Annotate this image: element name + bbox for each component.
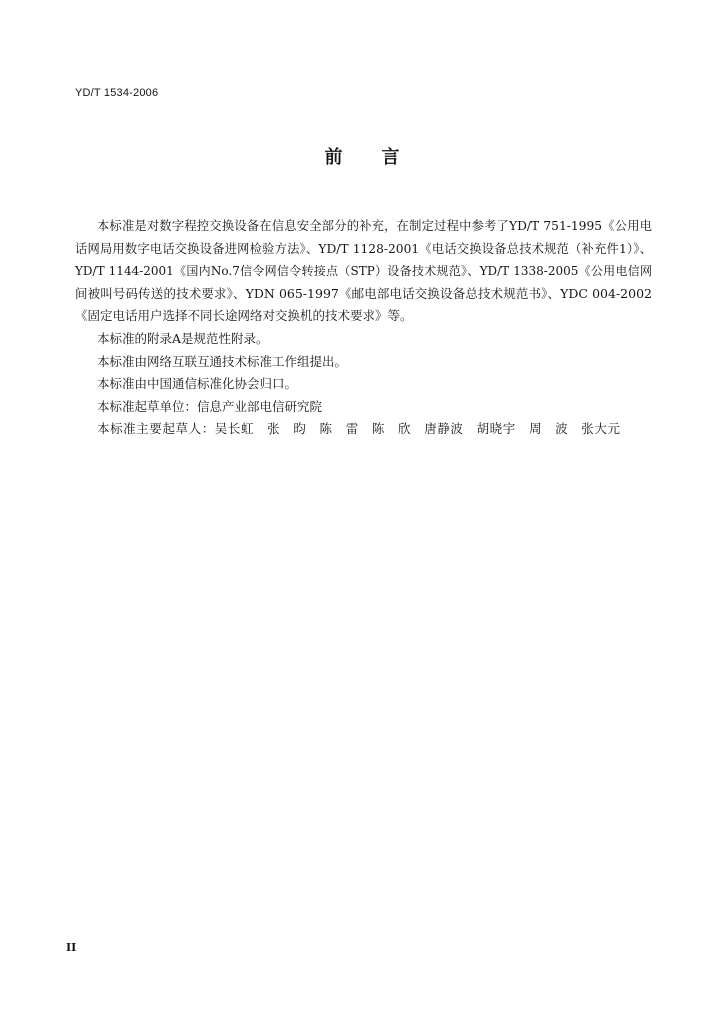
drafters-list: 本标准主要起草人：吴长虹 张 昀 陈 雷 陈 欣 唐静波 胡晓宇 周 波 张大元: [97, 421, 620, 437]
proposer-note: 本标准由网络互联互通技术标准工作组提出。: [97, 353, 348, 369]
drafting-unit: 本标准起草单位：信息产业部电信研究院: [97, 398, 323, 414]
paragraph-line: 间被叫号码传送的技术要求》、YDN 065-1997《邮电部电话交换设备总技术规范书》、YDC 004-2002: [75, 285, 652, 301]
standard-code: YD/T 1534-2006: [75, 87, 159, 99]
paragraph-line: YD/T 1144-2001《国内No.7信令网信令转接点（STP）设备技术规范》、YD/T 1338-2005《公用电信网: [75, 264, 652, 279]
preface-body: [75, 215, 652, 441]
paragraph-line: 话网局用数字电话交换设备进网检验方法》、YD/T 1128-2001《电话交换设备总技术规范（补充件1）》、: [75, 241, 652, 256]
page-title: 前 言: [324, 147, 401, 168]
paragraph-line: 《固定电话用户选择不同长途网络对交换机的技术要求》等。: [75, 308, 413, 324]
administrator-note: 本标准由中国通信标准化协会归口。: [97, 376, 298, 392]
page-number: II: [66, 941, 77, 954]
appendix-note: 本标准的附录A是规范性附录。: [97, 330, 269, 346]
paragraph-line: 本标准是对数字程控交换设备在信息安全部分的补充，在制定过程中参考了YD/T 751-1995《公用电: [97, 219, 652, 233]
